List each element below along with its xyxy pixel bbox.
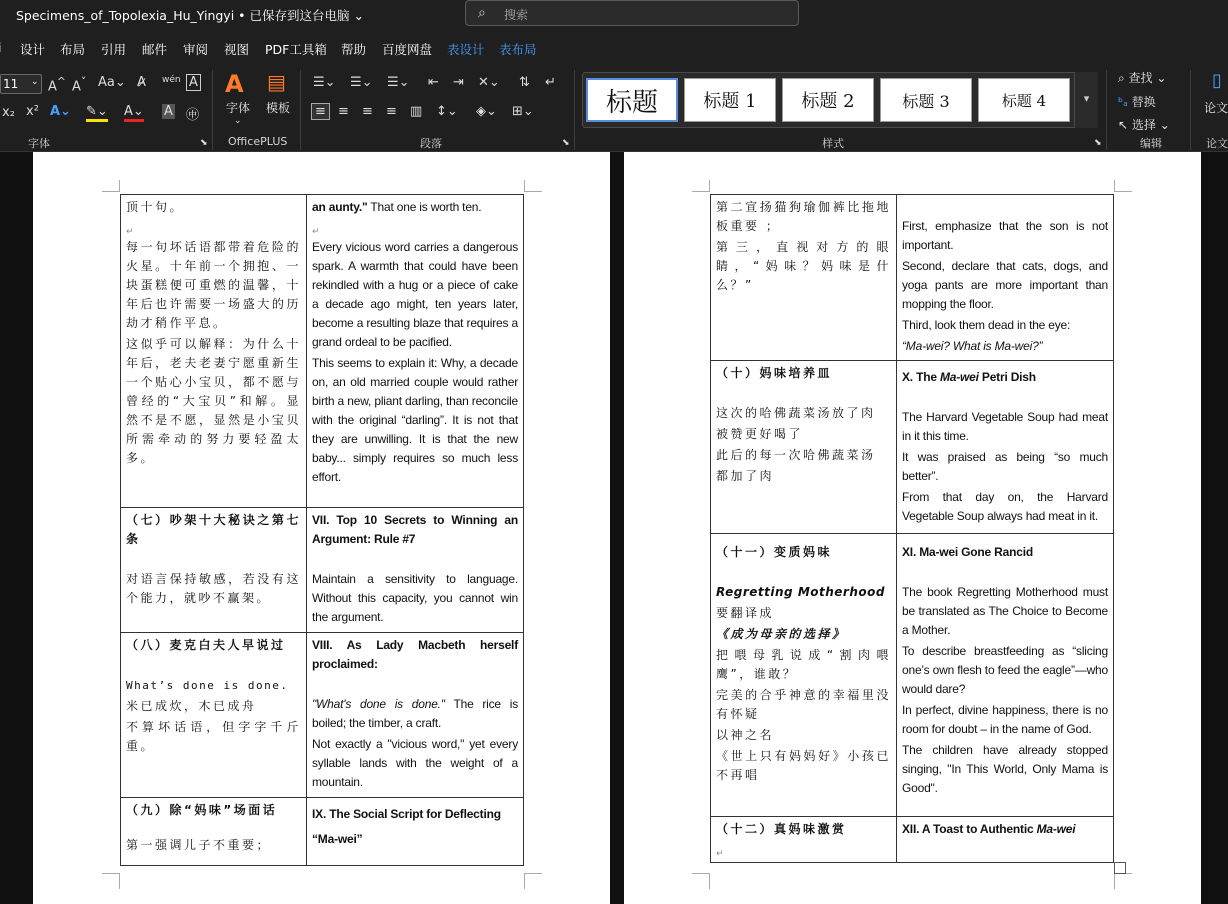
table-row: [121, 195, 524, 508]
decrease-indent-icon[interactable]: ⇤: [428, 75, 439, 90]
table-cell-en[interactable]: VIII. As Lady Macbeth herself proclaimed: "What's done is done." The rice is boiled; the timber, a craft. Not exactly a "vicious word," yet every syllable lands with the weight of a mountain.: [307, 633, 524, 798]
search-icon: ⌕: [478, 5, 486, 21]
character-border-icon[interactable]: A: [186, 74, 201, 91]
tab-design[interactable]: 设计: [20, 42, 46, 57]
increase-indent-icon[interactable]: ⇥: [453, 75, 464, 90]
table-row: [711, 361, 1114, 534]
crop-mark: [692, 180, 710, 192]
tab-insert-partial[interactable]: [0, 40, 1, 55]
tab-table-design[interactable]: 表设计: [447, 42, 485, 57]
paper-check-icon[interactable]: ▯: [1212, 70, 1222, 91]
chevron-down-icon: ⌄: [31, 77, 39, 87]
officeplus-template-icon[interactable]: ▤: [267, 70, 286, 94]
tab-references[interactable]: 引用: [101, 42, 127, 57]
group-paper-label: 论文: [1206, 137, 1228, 150]
crop-mark: [1114, 873, 1132, 889]
table-row: [711, 195, 1114, 361]
character-shading-icon[interactable]: A: [164, 104, 173, 119]
table-cell-zh[interactable]: （十二）真妈味激赏 ↵: [711, 817, 897, 863]
text-effects-icon[interactable]: A⌄: [50, 104, 71, 119]
find-button[interactable]: ⌕ 查找 ⌄: [1118, 71, 1167, 85]
replace-button[interactable]: ᵇₐ 替换: [1118, 95, 1156, 109]
highlight-icon[interactable]: ✎⌄: [86, 104, 108, 122]
table-row: [711, 534, 1114, 817]
table-cell-en[interactable]: an aunty." That one is worth ten. ↵ Every vicious word carries a dangerous spark. A warmth that could have been rekindled with a hug or a piece of cake a decade ago might, ten years later, become a resulting blaze that requires a grand ordeal to be pacified. This seems to explain it: Why, a decade on, an old married couple would rather birth a new, pliant darling, than reconcile with the original “darling”. It is not that they are unwilling. It is that the new baby... simply requires so much less effort.: [307, 195, 524, 508]
table-cell-en[interactable]: VII. Top 10 Secrets to Winning an Argument: Rule #7 Maintain a sensitivity to language. Without this capacity, you cannot win the argument.: [307, 508, 524, 633]
tab-pdf-toolbox[interactable]: PDF工具箱: [265, 42, 327, 57]
tab-mailings[interactable]: 邮件: [142, 42, 168, 57]
cursor-icon: ↖: [1118, 118, 1132, 132]
justify-icon[interactable]: ≡: [386, 104, 397, 119]
paper-button[interactable]: 论文: [1204, 101, 1228, 115]
style-heading-3[interactable]: 标题 3: [880, 78, 972, 122]
table-cell-zh[interactable]: 第二宣扬猫狗瑜伽裤比拖地板重要 ； 第三，直视对方的眼睛，“妈味？妈味是什么？”: [711, 195, 897, 361]
style-heading-1[interactable]: 标题 1: [684, 78, 776, 122]
search-box[interactable]: [465, 0, 799, 26]
divider: [212, 70, 213, 150]
distributed-icon[interactable]: ▥: [410, 104, 423, 119]
search-placeholder: 搜索: [504, 8, 529, 22]
chinese-layout-icon[interactable]: ✕⌄: [478, 75, 500, 90]
ribbon-tabs: [0, 30, 1228, 64]
shrink-font-icon[interactable]: A˅: [72, 75, 87, 95]
clear-format-icon[interactable]: A̷: [137, 75, 146, 90]
crop-mark: [102, 180, 120, 192]
officeplus-template-button[interactable]: 模板: [266, 101, 291, 115]
shading-icon[interactable]: ◈⌄: [476, 104, 497, 119]
subscript-icon[interactable]: x₂: [2, 105, 15, 120]
group-officeplus-label: OfficePLUS: [228, 135, 288, 148]
divider: [1190, 70, 1191, 150]
table-cell-en[interactable]: X. The Ma-wei Petri Dish The Harvard Vegetable Soup had meat in it this time. It was praised as being “so much better”. From that day on, the Harvard Vegetable Soup always had meat in it.: [897, 361, 1114, 534]
chevron-down-icon[interactable]: ⌄: [234, 116, 242, 126]
table-cell-zh[interactable]: 顶十句。 ↵ 每一句坏话语都带着危险的火星。十年前一个拥抱、一块蛋糕便可重燃的温馨，十年后也许需要一场盛大的历劫才稍作平息。 这似乎可以解释：为什么十年后，老夫老妻宁愿重新生一个贴心小宝贝，都不愿与曾经的“大宝贝”和解。显然不是不愿，显然是小宝贝所需牵动的努力要轻盈太多。: [121, 195, 307, 508]
style-title[interactable]: 标题: [586, 78, 678, 122]
select-button[interactable]: ↖ 选择 ⌄: [1118, 118, 1170, 132]
table-row: [121, 633, 524, 798]
tab-baidu-netdisk[interactable]: 百度网盘: [382, 42, 433, 57]
bullets-icon[interactable]: ☰⌄: [313, 75, 336, 90]
crop-mark: [1114, 180, 1132, 192]
paragraph-mark: ↵: [312, 227, 320, 237]
crop-mark: [524, 873, 542, 889]
style-heading-4[interactable]: 标题 4: [978, 78, 1070, 122]
table-cell-zh[interactable]: （七）吵架十大秘诀之第七条 对语言保持敏感，若没有这个能力，就吵不赢架。: [121, 508, 307, 633]
group-font-label: 字体: [28, 137, 50, 150]
table-cell-en[interactable]: IX. The Social Script for Deflecting “Ma-wei”: [307, 798, 524, 866]
table-row: [121, 508, 524, 633]
divider: [574, 70, 575, 150]
phonetic-guide-icon[interactable]: wén: [162, 75, 181, 85]
tab-help[interactable]: 帮助: [341, 42, 367, 57]
group-editing-label: 编辑: [1140, 137, 1162, 150]
paragraph-mark: ↵: [126, 227, 134, 237]
tab-table-layout[interactable]: 表布局: [499, 42, 537, 57]
group-styles-label: 样式: [822, 137, 844, 150]
dialog-launcher-icon[interactable]: ⬊: [562, 138, 570, 148]
line-spacing-icon[interactable]: ↕⌄: [436, 104, 458, 119]
table-resize-handle[interactable]: [1114, 862, 1126, 874]
sort-icon[interactable]: ⇅: [519, 75, 530, 90]
table-cell-zh[interactable]: （十一）变质妈味 Regretting Motherhood 要翻译成 《成为母亲的选择》 把喂母乳说成“割肉喂鹰”，谁敢？ 完美的合乎神意的幸福里没有怀疑 以神之名 《世上只有妈妈好》小孩已不再唱: [711, 534, 897, 817]
superscript-icon[interactable]: x²: [26, 104, 39, 119]
document-title[interactable]: Specimens_of_Topolexia_Hu_Yingyi • 已保存到这台电脑 ⌄: [16, 8, 364, 23]
officeplus-font-button[interactable]: 字体: [226, 101, 251, 115]
table-cell-zh[interactable]: （八）麦克白夫人早说过 What’s done is done. 米已成炊，木已成舟 不算坏话语，但字字千斤重。: [121, 633, 307, 798]
dialog-launcher-icon[interactable]: ⬊: [1094, 138, 1102, 148]
styles-more-icon[interactable]: ▾: [1074, 72, 1098, 128]
divider: [1106, 70, 1107, 150]
table-cell-en[interactable]: First, emphasize that the son is not important. Second, declare that cats, dogs, and yoga pants are more important than mopping the floor. Third, look them dead in the eye: “Ma-wei? What is Ma-wei?”: [897, 195, 1114, 361]
dialog-launcher-icon[interactable]: ⬊: [200, 138, 208, 148]
align-left-icon[interactable]: ≡: [311, 103, 330, 120]
show-marks-icon[interactable]: ↵: [545, 75, 556, 90]
tab-view[interactable]: 视图: [224, 42, 250, 57]
table-row: [711, 817, 1114, 863]
title-bar: [0, 0, 1228, 30]
officeplus-font-icon[interactable]: A: [225, 70, 244, 98]
font-size-select[interactable]: 11 ⌄: [0, 74, 42, 94]
bilingual-table-right: [710, 194, 1114, 863]
divider: [300, 70, 301, 150]
borders-icon[interactable]: ⊞⌄: [512, 104, 534, 119]
table-cell-en[interactable]: XI. Ma-wei Gone Rancid The book Regretting Motherhood must be translated as The Choice to Become a Mother. To describe breastfeeding as “slicing one’s own flesh to feed the eagle”—who would dare? In perfect, divine happiness, there is no room for doubt – in the name of God. The children have already stopped singing, "In This World, Only Mama is Good".: [897, 534, 1114, 817]
change-case-icon[interactable]: Aa⌄: [98, 75, 126, 90]
align-center-icon[interactable]: ≡: [338, 104, 349, 119]
tab-review[interactable]: 审阅: [183, 42, 209, 57]
crop-mark: [524, 180, 542, 192]
numbering-icon[interactable]: ☰⌄: [350, 75, 373, 90]
table-row: [121, 798, 524, 866]
style-heading-2[interactable]: 标题 2: [782, 78, 874, 122]
font-color-icon[interactable]: A⌄: [124, 104, 144, 122]
table-cell-zh[interactable]: （九）除“妈味”场面话 第一强调儿子不重要；: [121, 798, 307, 866]
search-icon: ⌕: [1118, 71, 1129, 85]
paragraph-mark: ↵: [716, 849, 724, 859]
grow-font-icon[interactable]: A^: [48, 75, 66, 95]
enclose-characters-icon[interactable]: ㊥: [186, 108, 200, 123]
multilevel-list-icon[interactable]: ☰⌄: [387, 75, 410, 90]
crop-mark: [102, 873, 120, 889]
group-paragraph-label: 段落: [420, 137, 442, 150]
bilingual-table-left: [120, 194, 524, 866]
tab-layout[interactable]: 布局: [60, 42, 86, 57]
table-cell-zh[interactable]: （十）妈味培养皿 这次的哈佛蔬菜汤放了肉 被赞更好喝了 此后的每一次哈佛蔬菜汤 都加了肉: [711, 361, 897, 534]
align-right-icon[interactable]: ≡: [362, 104, 373, 119]
crop-mark: [692, 873, 710, 889]
replace-icon: ᵇₐ: [1118, 95, 1132, 109]
table-cell-en[interactable]: XII. A Toast to Authentic Ma-wei: [897, 817, 1114, 863]
